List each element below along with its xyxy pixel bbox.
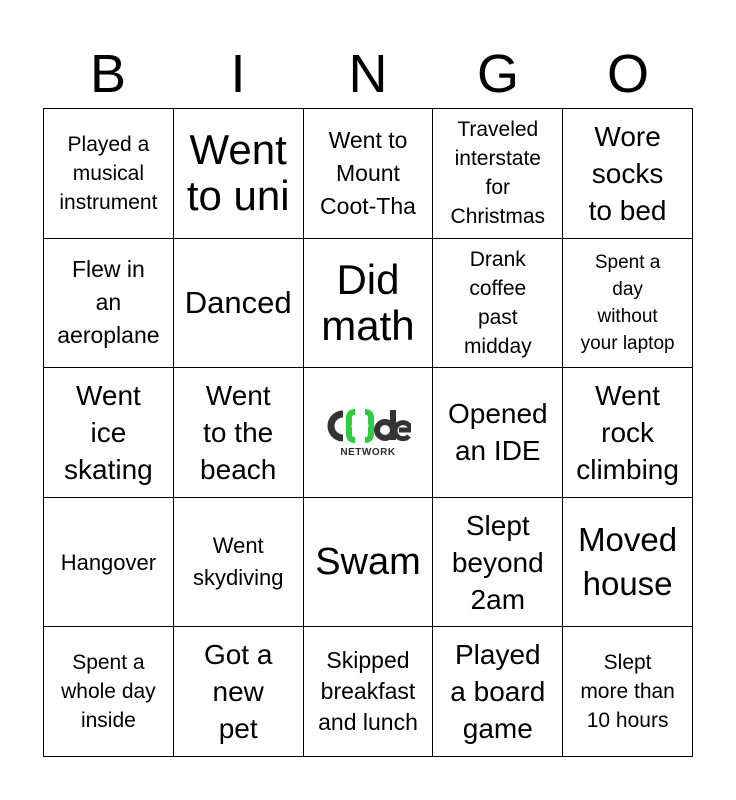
cell-label: Slept beyond 2am [451, 509, 544, 615]
cell-label: Wore socks to bed [588, 120, 667, 226]
bingo-cell[interactable] [44, 109, 174, 239]
bingo-cell[interactable] [174, 109, 304, 239]
code-network-logo [325, 406, 411, 446]
free-space[interactable] [304, 368, 434, 498]
bingo-cell[interactable] [44, 239, 174, 369]
cell-label: Swam [315, 541, 421, 584]
cell-label: Opened an IDE [447, 398, 548, 467]
bingo-header [43, 40, 693, 108]
cell-label: Went skydiving [192, 533, 284, 591]
cell-label: Skipped breakfast and lunch [318, 647, 418, 736]
cell-label: Slept more than 10 hours [580, 651, 675, 733]
bingo-cell[interactable] [433, 109, 563, 239]
cell-label: Did math [321, 255, 415, 349]
cell-label: Went to Mount Coot-Tha [320, 126, 416, 219]
header-letter-i: I [230, 44, 246, 104]
cell-label: Hangover [60, 549, 157, 575]
cell-label: Drank coffee past midday [463, 247, 532, 358]
bingo-board [43, 108, 693, 757]
cell-label: Went ice skating [64, 379, 153, 485]
cell-label: Went rock climbing [576, 379, 679, 485]
cell-label: Moved house [578, 521, 678, 603]
bingo-cell[interactable] [44, 627, 174, 757]
cell-label: Spent a day without your laptop [580, 251, 675, 354]
header-letter-b: B [89, 44, 127, 104]
bingo-cell[interactable] [44, 498, 174, 628]
bingo-cell[interactable] [433, 498, 563, 628]
bingo-cell[interactable] [563, 368, 693, 498]
cell-label: Spent a whole day inside [61, 651, 156, 733]
cell-label: Got a new pet [203, 639, 273, 745]
bingo-cell[interactable] [304, 109, 434, 239]
bingo-cell[interactable] [174, 239, 304, 369]
bingo-cell[interactable] [563, 498, 693, 628]
bingo-cell[interactable] [563, 627, 693, 757]
bingo-cell[interactable] [174, 498, 304, 628]
bingo-cell[interactable] [433, 368, 563, 498]
cell-label: Traveled interstate for Christmas [450, 118, 546, 229]
bingo-cell[interactable] [304, 627, 434, 757]
header-letter-n: N [348, 44, 388, 104]
cell-label: Played a musical instrument [59, 132, 158, 214]
cell-label: Went to uni [186, 126, 290, 220]
header-letter-o: O [606, 44, 649, 104]
bingo-cell[interactable] [563, 239, 693, 369]
cell-label: Played a board game [450, 639, 546, 745]
cell-label: Danced [184, 285, 292, 321]
bingo-cell[interactable] [563, 109, 693, 239]
header-letter-g: G [476, 44, 519, 104]
bingo-cell[interactable] [174, 368, 304, 498]
cell-label: Went to the beach [200, 379, 277, 485]
bingo-cell[interactable] [304, 239, 434, 369]
bingo-cell[interactable] [304, 498, 434, 628]
logo-caption: NETWORK [340, 447, 396, 459]
bingo-cell[interactable] [44, 368, 174, 498]
cell-label: Flew in an aeroplane [57, 256, 160, 349]
bingo-cell[interactable] [433, 239, 563, 369]
bingo-cell[interactable] [433, 627, 563, 757]
bingo-cell[interactable] [174, 627, 304, 757]
